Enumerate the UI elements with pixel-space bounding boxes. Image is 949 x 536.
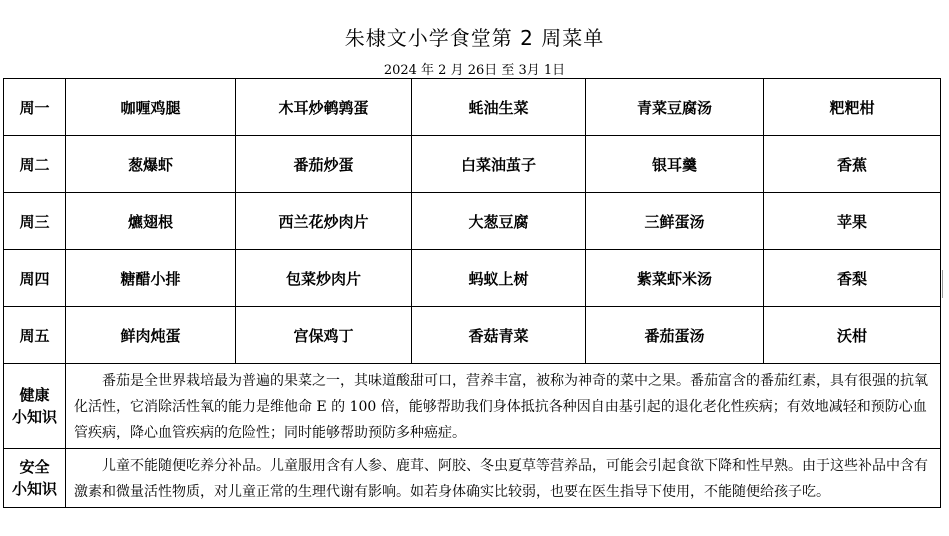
menu-row-monday	[4, 79, 941, 136]
menu-table	[3, 78, 941, 508]
dish-cell: 番茄炒蛋	[236, 136, 412, 193]
safety-tip-label-line2: 小知识	[11, 480, 57, 498]
dish-cell: 三鲜蛋汤	[586, 193, 764, 250]
health-tip-text: 番茄是全世界栽培最为普遍的果菜之一，其味道酸甜可口，营养丰富，被称为神奇的菜中之果。番茄富含的番茄红素，具有很强的抗氧化活性，它消除活性氧的能力是维他命 E 的 100 倍，能够帮助我们身体抵抗各种因自由基引起的退化老化性疾病；有效地减轻和预防心血管疾病，降心血管疾病的危险性；同时能够帮助预防多种癌症。	[74, 373, 928, 441]
dish-cell: 木耳炒鹌鹑蛋	[236, 79, 412, 136]
dish-cell: 番茄蛋汤	[586, 307, 764, 364]
dish-cell: 香蕉	[764, 136, 941, 193]
day-label: 周二	[4, 136, 66, 193]
day-label: 周五	[4, 307, 66, 364]
dish-cell: 蚂蚁上树	[412, 250, 586, 307]
dish-cell: 咖喱鸡腿	[66, 79, 236, 136]
day-label: 周四	[4, 250, 66, 307]
health-tip-label-line2: 小知识	[11, 408, 57, 426]
dish-cell: 苹果	[764, 193, 941, 250]
safety-tip-label-line1: 安全	[19, 458, 50, 476]
dish-cell: 大葱豆腐	[412, 193, 586, 250]
dish-cell: 鲜肉炖蛋	[66, 307, 236, 364]
dish-cell: 蚝油生菜	[412, 79, 586, 136]
dish-cell: 糖醋小排	[66, 250, 236, 307]
health-tip-label	[4, 364, 66, 449]
day-label: 周一	[4, 79, 66, 136]
menu-row-thursday	[4, 250, 941, 307]
dish-cell: 葱爆虾	[66, 136, 236, 193]
day-label: 周三	[4, 193, 66, 250]
dish-cell: 爊翅根	[66, 193, 236, 250]
dish-cell: 银耳羹	[586, 136, 764, 193]
dish-cell: 紫菜虾米汤	[586, 250, 764, 307]
safety-tip-label	[4, 449, 66, 508]
menu-row-friday	[4, 307, 941, 364]
date-range: 2024 年 2 月 26日 至 3月 1日	[383, 63, 566, 78]
page-title: 朱棣文小学食堂第 2 周菜单	[344, 26, 605, 50]
dish-cell: 白菜油茧子	[412, 136, 586, 193]
menu-row-tuesday	[4, 136, 941, 193]
dish-cell: 青菜豆腐汤	[586, 79, 764, 136]
safety-tip-text: 儿童不能随便吃养分补品。儿童服用含有人参、鹿茸、阿胶、冬虫夏草等营养品，可能会引起食欲下降和性早熟。由于这些补品中含有激素和微量活性物质，对儿童正常的生理代谢有影响。如若身体确实比较弱，也要在医生指导下使用，不能随便给孩子吃。	[74, 458, 928, 500]
health-tip-label-line1: 健康	[19, 386, 50, 404]
dish-cell: 包菜炒肉片	[236, 250, 412, 307]
dish-cell: 粑粑柑	[764, 79, 941, 136]
dish-cell: 西兰花炒肉片	[236, 193, 412, 250]
dish-cell: 香菇青菜	[412, 307, 586, 364]
dish-cell: 宫保鸡丁	[236, 307, 412, 364]
page-edge-marker	[942, 270, 949, 298]
menu-row-wednesday	[4, 193, 941, 250]
safety-tip-cell	[66, 449, 941, 508]
safety-tip-row	[4, 449, 941, 508]
health-tip-row	[4, 364, 941, 449]
health-tip-cell	[66, 364, 941, 449]
dish-cell: 沃柑	[764, 307, 941, 364]
dish-cell: 香梨	[764, 250, 941, 307]
